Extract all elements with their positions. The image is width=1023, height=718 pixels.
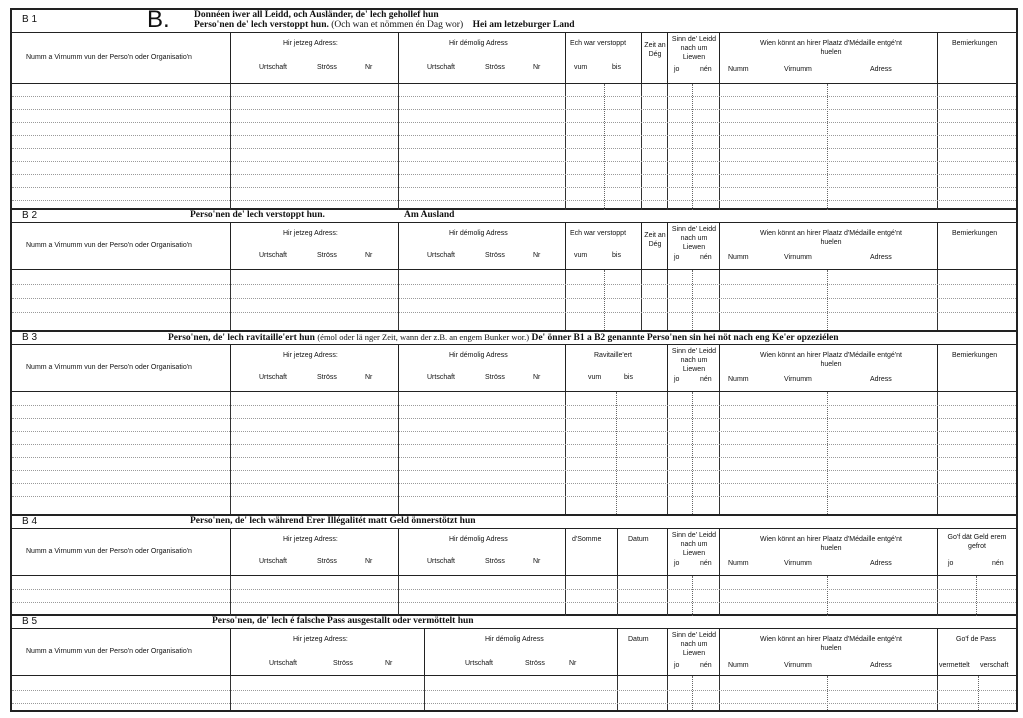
no-label: nén (700, 66, 712, 73)
current-address-label: Hir jetzeg Adress: (283, 352, 338, 359)
from-label: vum (574, 64, 588, 71)
medal-group (719, 629, 937, 675)
section-id: B 3 (22, 332, 38, 343)
medal-name-label: Numm (728, 560, 749, 567)
medal-group (719, 223, 937, 269)
medal-address-label: Adress (870, 254, 892, 261)
section-title-line2 (194, 20, 575, 31)
urschaft-label: Urtschaft (259, 558, 288, 565)
urschaft-label: Urtschaft (427, 64, 456, 71)
current-address-label: Hir jetzeg Adress: (283, 230, 338, 237)
passport-label: Go'f de Pass (956, 636, 996, 643)
supply-period-group (565, 345, 667, 391)
medal-label: Wien könnt an hirer Plaatz d'Médaille entgé'nt huelen (760, 352, 902, 368)
urschaft-label: Urtschaft (465, 660, 494, 667)
column-header (12, 529, 1016, 576)
nr-label: Nr (533, 558, 541, 565)
date-group (617, 629, 667, 675)
medal-group (719, 529, 937, 575)
medal-address-label: Adress (870, 560, 892, 567)
medal-address-label: Adress (870, 66, 892, 73)
title-note: (Och wan et nömmen én Dag wor) (331, 20, 464, 30)
title-note: (émol oder lä nger Zeit, wann der z.B. an engem Bunker wor.) (317, 332, 530, 342)
yes-label: jo (674, 376, 680, 383)
former-address-label: Hir démolig Adress (485, 636, 544, 643)
section-header-bar (12, 332, 1016, 345)
to-label: bis (624, 374, 633, 381)
name-column-label: Numm a Virnumm vun der Perso'n oder Organisatio'n (26, 364, 192, 371)
urschaft-label: Urtschaft (269, 660, 298, 667)
supply-label: Ravitaille'ert (594, 352, 632, 359)
name-column-label: Numm a Virnumm vun der Perso'n oder Organisatio'n (26, 242, 192, 249)
section-id: B 5 (22, 616, 38, 627)
to-label: bis (612, 64, 621, 71)
urschaft-label: Urtschaft (427, 374, 456, 381)
title-text: Perso'nen de' lech verstoppt hun. (194, 20, 329, 30)
alive-label: Sinn de' Leidd nach um Liewen (671, 348, 717, 373)
entry-area[interactable] (12, 84, 1016, 210)
medal-name-label: Numm (728, 662, 749, 669)
form-sheet (10, 8, 1018, 712)
alive-label: Sinn de' Leidd nach um Liewen (671, 532, 717, 557)
medal-name-label: Numm (728, 376, 749, 383)
former-address-label: Hir démolig Adress (449, 536, 508, 543)
hidden-period-group (565, 223, 641, 269)
urschaft-label: Urtschaft (259, 252, 288, 259)
alive-group (667, 223, 719, 269)
medal-group (719, 33, 937, 83)
alive-group (667, 529, 719, 575)
section-id: B 4 (22, 516, 38, 527)
remarks-group (937, 33, 1016, 83)
section-id: B 1 (22, 14, 38, 25)
remarks-label: Bemierkungen (952, 230, 998, 237)
column-header (12, 33, 1016, 84)
name-column-label: Numm a Virnumm vun der Perso'n oder Organisatio'n (26, 548, 192, 555)
former-address-label: Hir démolig Adress (449, 230, 508, 237)
section-title-line1: Donnéen iwer all Leidd, och Ausländer, de' lech gehollef hun (194, 10, 439, 20)
entry-area[interactable] (12, 392, 1016, 514)
stross-label: Ströss (485, 252, 505, 259)
no-label: nén (992, 560, 1004, 567)
remarks-label: Bemierkungen (952, 40, 998, 47)
urschaft-label: Urtschaft (427, 252, 456, 259)
nr-label: Nr (365, 252, 373, 259)
date-label: Datum (628, 536, 649, 543)
name-column-label: Numm a Virnumm vun der Perso'n oder Organisatio'n (26, 54, 192, 61)
section-title-line1: Perso'nen, de' lech é falsche Pass ausgestallt oder vermöttelt hun (212, 616, 474, 626)
arranged-label: vermettelt (939, 662, 970, 669)
alive-label: Sinn de' Leidd nach um Liewen (671, 632, 717, 657)
alive-group (667, 629, 719, 675)
section-id: B 2 (22, 210, 38, 221)
column-header (12, 345, 1016, 392)
former-address-label: Hir démolig Adress (449, 352, 508, 359)
column-header (12, 629, 1016, 676)
money-returned-group (937, 529, 1016, 575)
former-address-group (398, 529, 565, 575)
stross-label: Ströss (333, 660, 353, 667)
urschaft-label: Urtschaft (259, 374, 288, 381)
medal-address-label: Adress (870, 376, 892, 383)
nr-label: Nr (365, 64, 373, 71)
current-address-label: Hir jetzeg Adress: (283, 40, 338, 47)
former-address-label: Hir démolig Adress (449, 40, 508, 47)
current-address-group (230, 223, 398, 269)
time-label: Zeit an Dég (644, 42, 666, 58)
former-address-group (398, 33, 565, 83)
hidden-period-group (565, 33, 641, 83)
medal-address-label: Adress (870, 662, 892, 669)
former-address-group (424, 629, 617, 675)
remarks-group (937, 345, 1016, 391)
date-group (617, 529, 667, 575)
to-label: bis (612, 252, 621, 259)
current-address-group (230, 629, 424, 675)
alive-label: Sinn de' Leidd nach um Liewen (671, 36, 717, 61)
nr-label: Nr (385, 660, 393, 667)
stross-label: Ströss (317, 558, 337, 565)
section-title-line1: Perso'nen, de' lech während Erer Illégalitét matt Geld önnerstötzt hun (190, 516, 476, 526)
money-returned-label: Go'f dät Geld erem gefrot (947, 534, 1007, 550)
yes-label: jo (948, 560, 954, 567)
medal-first-label: Virnumm (784, 254, 812, 261)
medal-name-label: Numm (728, 66, 749, 73)
title-place: Am Ausland (404, 210, 455, 220)
nr-label: Nr (569, 660, 577, 667)
medal-first-label: Virnumm (784, 560, 812, 567)
yes-label: jo (674, 560, 680, 567)
date-label: Datum (628, 636, 649, 643)
no-label: nén (700, 376, 712, 383)
from-label: vum (574, 252, 588, 259)
medal-first-label: Virnumm (784, 66, 812, 73)
former-address-group (398, 345, 565, 391)
no-label: nén (700, 254, 712, 261)
hidden-label: Ech war verstoppt (570, 40, 627, 47)
title-place: De' önner B1 a B2 genannte Perso'nen sin hei nöt nach eng Ke'er opzeziélen (531, 333, 839, 343)
nr-label: Nr (533, 252, 541, 259)
current-address-group (230, 345, 398, 391)
stross-label: Ströss (485, 374, 505, 381)
time-label: Zeit an Dég (644, 232, 666, 248)
section-header-bar (12, 210, 1016, 223)
hidden-label: Ech war verstoppt (570, 230, 627, 237)
column-header (12, 223, 1016, 270)
nr-label: Nr (533, 64, 541, 71)
section-b3 (12, 332, 1016, 516)
alive-group (667, 345, 719, 391)
no-label: nén (700, 662, 712, 669)
form-letter: B. (147, 6, 170, 33)
alive-label: Sinn de' Leidd nach um Liewen (671, 226, 717, 251)
yes-label: jo (674, 66, 680, 73)
entry-area[interactable] (12, 676, 1016, 710)
stross-label: Ströss (485, 64, 505, 71)
medal-name-label: Numm (728, 254, 749, 261)
medal-label: Wien könnt an hirer Plaatz d'Médaille entgé'nt huelen (760, 536, 902, 552)
sum-label: d'Somme (572, 536, 602, 543)
current-address-label: Hir jetzeg Adress: (283, 536, 338, 543)
nr-label: Nr (365, 374, 373, 381)
urschaft-label: Urtschaft (427, 558, 456, 565)
alive-group (667, 33, 719, 83)
time-group (641, 223, 667, 269)
passport-group (937, 629, 1016, 675)
title-place: Hei am letzeburger Land (472, 20, 575, 30)
stross-label: Ströss (317, 374, 337, 381)
nr-label: Nr (365, 558, 373, 565)
medal-label: Wien könnt an hirer Plaatz d'Médaille entgé'nt huelen (760, 40, 902, 56)
from-label: vum (588, 374, 602, 381)
section-title-line1: Perso'nen de' lech verstoppt hun. (190, 210, 325, 220)
medal-label: Wien könnt an hirer Plaatz d'Médaille entgé'nt huelen (760, 636, 902, 652)
medal-first-label: Virnumm (784, 376, 812, 383)
medal-first-label: Virnumm (784, 662, 812, 669)
entry-area[interactable] (12, 270, 1016, 330)
procured-label: verschaft (980, 662, 1009, 669)
stross-label: Ströss (525, 660, 545, 667)
former-address-group (398, 223, 565, 269)
nr-label: Nr (533, 374, 541, 381)
remarks-group (937, 223, 1016, 269)
yes-label: jo (674, 254, 680, 261)
sum-group (565, 529, 617, 575)
medal-group (719, 345, 937, 391)
stross-label: Ströss (317, 252, 337, 259)
current-address-group (230, 33, 398, 83)
section-b5 (12, 616, 1016, 710)
current-address-group (230, 529, 398, 575)
current-address-label: Hir jetzeg Adress: (293, 636, 348, 643)
section-b4 (12, 516, 1016, 616)
medal-label: Wien könnt an hirer Plaatz d'Médaille entgé'nt huelen (760, 230, 902, 246)
section-b2 (12, 210, 1016, 332)
no-label: nén (700, 560, 712, 567)
section-header-bar (12, 516, 1016, 529)
time-group (641, 33, 667, 83)
yes-label: jo (674, 662, 680, 669)
section-header-bar (12, 616, 1016, 629)
stross-label: Ströss (485, 558, 505, 565)
urschaft-label: Urtschaft (259, 64, 288, 71)
entry-area[interactable] (12, 576, 1016, 616)
section-title-line1 (168, 332, 839, 344)
section-b1 (12, 6, 1016, 210)
title-text: Perso'nen, de' lech ravitaille'ert hun (168, 333, 315, 343)
section-header-bar (12, 6, 1016, 33)
stross-label: Ströss (317, 64, 337, 71)
remarks-label: Bemierkungen (952, 352, 998, 359)
name-column-label: Numm a Virnumm vun der Perso'n oder Organisatio'n (26, 648, 192, 655)
